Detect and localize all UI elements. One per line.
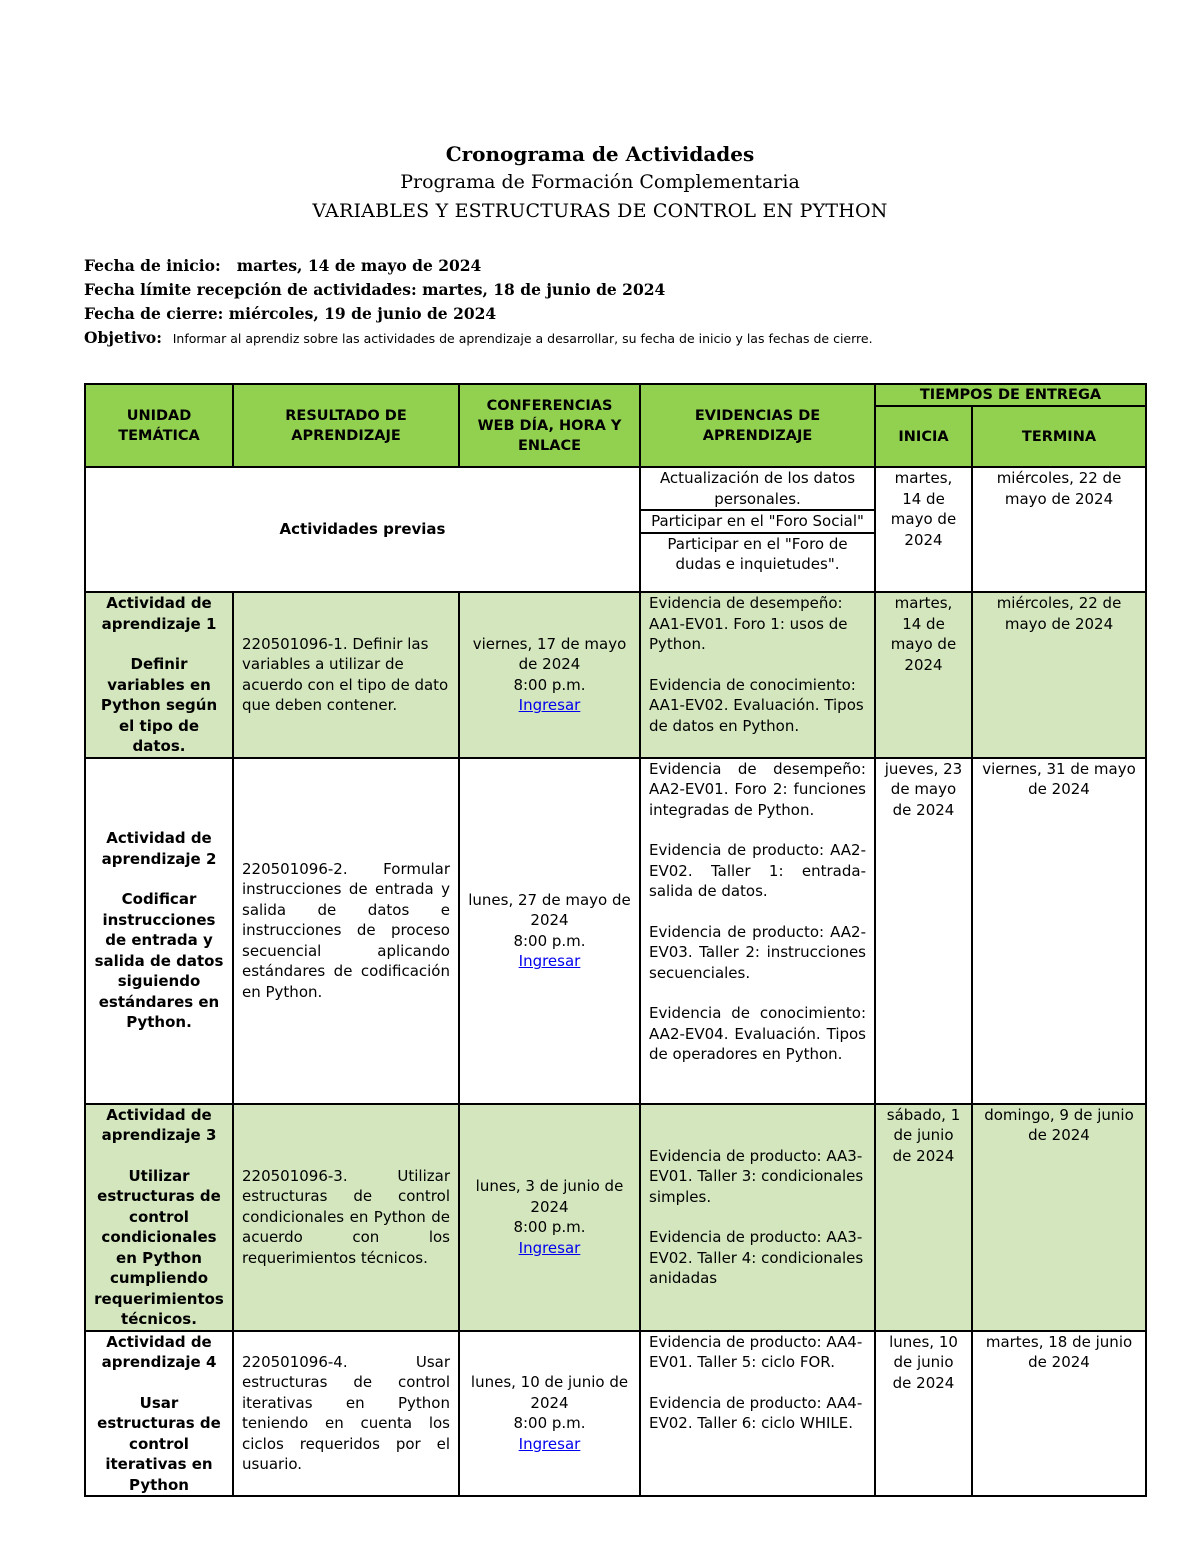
start-date-value: martes, 14 de mayo de 2024 bbox=[236, 256, 482, 275]
activity-topic: Utilizar estructuras de control condicionales en Python cumpliendo requerimientos técnicos. bbox=[94, 1166, 224, 1328]
header-row bbox=[85, 384, 1146, 406]
web-conference bbox=[459, 1104, 640, 1331]
evidence-item: Evidencia de producto: AA3-EV02. Taller 4: condicionales anidadas bbox=[649, 1228, 864, 1287]
end-date: domingo, 9 de junio de 2024 bbox=[972, 1104, 1146, 1331]
evidence-item: Evidencia de desempeño: AA1-EV01. Foro 1: usos de Python. bbox=[649, 594, 848, 653]
table-row-activity-1 bbox=[85, 592, 1146, 758]
document-title: Cronograma de Actividades bbox=[445, 142, 755, 166]
document-header bbox=[0, 140, 1200, 226]
table-row-activity-2 bbox=[85, 758, 1146, 1104]
evidence-item: Evidencia de producto: AA2-EV03. Taller 2: instrucciones secuenciales. bbox=[649, 922, 866, 982]
evidence-item: Evidencia de producto: AA2-EV02. Taller 1: entrada-salida de datos. bbox=[649, 841, 866, 900]
close-date-label: Fecha de cierre: bbox=[84, 304, 224, 323]
evidence-item: Evidencia de producto: AA4-EV02. Taller 6: ciclo WHILE. bbox=[649, 1393, 863, 1432]
close-date-value: miércoles, 19 de junio de 2024 bbox=[228, 304, 497, 323]
table-row-activity-3 bbox=[85, 1104, 1146, 1331]
deadline-line bbox=[84, 278, 1154, 302]
activity-topic: Definir variables en Python según el tipo de datos. bbox=[100, 655, 218, 755]
table-row-activity-4 bbox=[85, 1331, 1146, 1497]
schedule-metadata bbox=[84, 254, 1154, 350]
header-unit: UNIDAD TEMÁTICA bbox=[85, 384, 233, 467]
deadline-value: martes, 18 de junio de 2024 bbox=[422, 280, 666, 299]
start-date-line bbox=[84, 254, 1154, 278]
activity-unit bbox=[85, 1331, 233, 1497]
activity-topic: Usar estructuras de control iterativas en Python bbox=[97, 1393, 221, 1494]
web-conference bbox=[459, 1331, 640, 1497]
conference-date: viernes, 17 de mayo de 2024 bbox=[472, 634, 627, 674]
header-evidence: EVIDENCIAS DE APRENDIZAJE bbox=[640, 384, 875, 467]
deadline-label: Fecha límite recepción de actividades: bbox=[84, 280, 417, 299]
end-date: miércoles, 22 de mayo de 2024 bbox=[972, 592, 1146, 758]
activity-topic: Codificar instrucciones de entrada y salida de datos siguiendo estándares en Python. bbox=[94, 890, 224, 1032]
previous-start-date: martes, 14 de mayo de 2024 bbox=[875, 467, 972, 592]
conference-date: lunes, 3 de junio de 2024 bbox=[475, 1177, 624, 1216]
conference-date: lunes, 10 de junio de 2024 bbox=[470, 1373, 629, 1412]
activity-title: Actividad de aprendizaje 4 bbox=[101, 1332, 217, 1371]
web-conference bbox=[459, 758, 640, 1104]
web-conference bbox=[459, 592, 640, 758]
evidence-list bbox=[640, 758, 875, 1104]
table-row-previous bbox=[85, 467, 1146, 592]
evidence-item: Evidencia de desempeño: AA2-EV01. Foro 2: funciones integradas de Python. bbox=[649, 759, 866, 819]
conference-date: lunes, 27 de mayo de 2024 bbox=[468, 890, 631, 929]
start-date: martes, 14 de mayo de 2024 bbox=[875, 592, 972, 758]
join-conference-link[interactable]: Ingresar bbox=[518, 1434, 581, 1453]
start-date: sábado, 1 de junio de 2024 bbox=[875, 1104, 972, 1331]
conference-time: 8:00 p.m. bbox=[513, 675, 586, 694]
header-end: TERMINA bbox=[972, 406, 1146, 467]
evidence-item: Evidencia de producto: AA3-EV01. Taller 3: condicionales simples. bbox=[649, 1146, 864, 1206]
learning-result: 220501096-4. Usar estructuras de control iterativas en Python teniendo en cuenta los ciclos requeridos por el usuario. bbox=[233, 1331, 459, 1497]
end-date: martes, 18 de junio de 2024 bbox=[972, 1331, 1146, 1497]
previous-end-date: miércoles, 22 de mayo de 2024 bbox=[972, 467, 1146, 592]
previous-item: Actualización de los datos personales. bbox=[641, 468, 874, 511]
join-conference-link[interactable]: Ingresar bbox=[518, 1238, 581, 1257]
activity-unit bbox=[85, 1104, 233, 1331]
previous-item: Participar en el "Foro Social" bbox=[641, 511, 874, 534]
objective-line bbox=[84, 326, 1154, 350]
join-conference-link[interactable]: Ingresar bbox=[518, 952, 581, 970]
header-start: INICIA bbox=[875, 406, 972, 467]
activity-unit bbox=[85, 758, 233, 1104]
schedule-table bbox=[84, 383, 1147, 1497]
start-date: lunes, 10 de junio de 2024 bbox=[875, 1331, 972, 1497]
evidence-item: Evidencia de conocimiento: AA1-EV02. Evaluación. Tipos de datos en Python. bbox=[649, 675, 864, 735]
evidence-list bbox=[640, 1104, 875, 1331]
activity-title: Actividad de aprendizaje 1 bbox=[101, 594, 217, 633]
conference-time: 8:00 p.m. bbox=[513, 1218, 586, 1236]
header-result: RESULTADO DE APRENDIZAJE bbox=[233, 384, 459, 467]
evidence-list bbox=[640, 592, 875, 758]
evidence-item: Evidencia de producto: AA4-EV01. Taller 5: ciclo FOR. bbox=[649, 1332, 863, 1371]
learning-result: 220501096-3. Utilizar estructuras de control condicionales en Python de acuerdo con los requerimientos técnicos. bbox=[233, 1104, 459, 1331]
join-conference-link[interactable]: Ingresar bbox=[518, 696, 581, 715]
conference-time: 8:00 p.m. bbox=[513, 1414, 586, 1433]
start-date-label: Fecha de inicio: bbox=[84, 256, 221, 275]
evidence-list bbox=[640, 1331, 875, 1497]
header-delivery-times: TIEMPOS DE ENTREGA bbox=[875, 384, 1146, 406]
previous-activities-label: Actividades previas bbox=[85, 467, 640, 592]
close-date-line bbox=[84, 302, 1154, 326]
course-name: VARIABLES Y ESTRUCTURAS DE CONTROL EN PYTHON bbox=[312, 200, 888, 222]
previous-item: Participar en el "Foro de dudas e inquietudes". bbox=[667, 534, 848, 573]
learning-result: 220501096-1. Definir las variables a utilizar de acuerdo con el tipo de dato que deben contener. bbox=[233, 592, 459, 758]
program-name: Programa de Formación Complementaria bbox=[400, 171, 800, 193]
end-date: viernes, 31 de mayo de 2024 bbox=[972, 758, 1146, 1104]
activity-unit bbox=[85, 592, 233, 758]
start-date: jueves, 23 de mayo de 2024 bbox=[875, 758, 972, 1104]
activity-title: Actividad de aprendizaje 2 bbox=[101, 829, 217, 868]
conference-time: 8:00 p.m. bbox=[513, 931, 586, 950]
objective-label: Objetivo: bbox=[84, 328, 162, 347]
learning-result: 220501096-2. Formular instrucciones de entrada y salida de datos e instrucciones de proceso secuencial aplicando estándares de codificación en Python. bbox=[233, 758, 459, 1104]
header-conferences: CONFERENCIAS WEB DÍA, HORA Y ENLACE bbox=[459, 384, 640, 467]
evidence-item: Evidencia de conocimiento: AA2-EV04. Evaluación. Tipos de operadores en Python. bbox=[649, 1004, 866, 1063]
activity-title: Actividad de aprendizaje 3 bbox=[101, 1105, 217, 1144]
objective-text: Informar al aprendiz sobre las actividades de aprendizaje a desarrollar, su fecha de inicio y las fechas de cierre. bbox=[172, 331, 873, 346]
previous-activities-list bbox=[640, 467, 875, 592]
